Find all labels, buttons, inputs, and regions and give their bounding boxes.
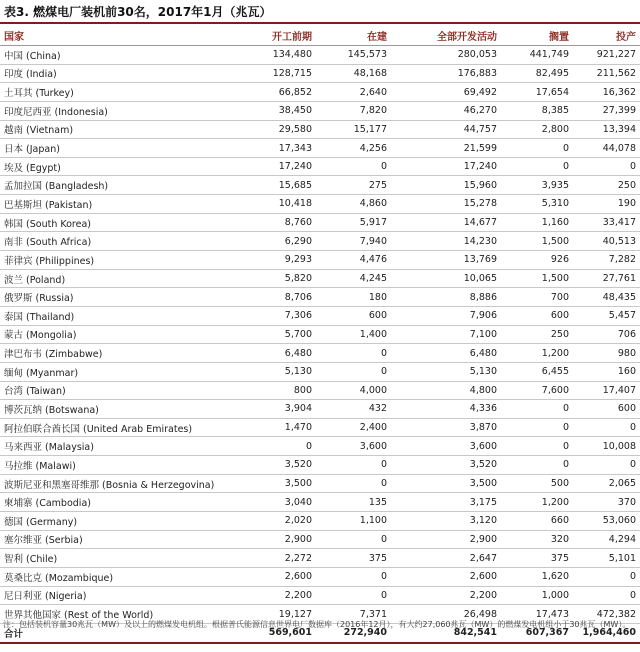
cell-shelved: 6,455 <box>501 362 573 381</box>
cell-total-development: 2,200 <box>391 586 501 605</box>
cell-total-development: 17,240 <box>391 157 501 176</box>
cell-pre-construction: 38,450 <box>226 101 316 120</box>
cell-pre-construction: 66,852 <box>226 83 316 102</box>
cell-total-development: 10,065 <box>391 269 501 288</box>
cell-pre-construction: 3,904 <box>226 400 316 419</box>
cell-pre-construction: 8,760 <box>226 213 316 232</box>
cell-country: 德国 (Germany) <box>0 512 226 531</box>
cell-shelved: 250 <box>501 325 573 344</box>
cell-pre-construction: 5,130 <box>226 362 316 381</box>
cell-operating: 40,513 <box>573 232 640 251</box>
cell-country: 马来西亚 (Malaysia) <box>0 437 226 456</box>
cell-shelved: 2,800 <box>501 120 573 139</box>
cell-operating: 27,761 <box>573 269 640 288</box>
cell-country: 越南 (Vietnam) <box>0 120 226 139</box>
cell-total-development: 3,175 <box>391 493 501 512</box>
cell-construction: 0 <box>316 530 391 549</box>
cell-total-development: 2,900 <box>391 530 501 549</box>
cell-country: 土耳其 (Turkey) <box>0 83 226 102</box>
total-development: 842,541 <box>391 623 501 643</box>
table-row <box>0 288 640 307</box>
total-label: 合计 <box>0 623 226 643</box>
cell-country: 莫桑比克 (Mozambique) <box>0 567 226 586</box>
cell-shelved: 1,200 <box>501 344 573 363</box>
col-header-operating: 投产 <box>573 25 640 46</box>
cell-pre-construction: 17,343 <box>226 139 316 158</box>
cell-operating: 4,294 <box>573 530 640 549</box>
table-row <box>0 176 640 195</box>
cell-pre-construction: 128,715 <box>226 64 316 83</box>
cell-pre-construction: 19,127 <box>226 605 316 624</box>
cell-total-development: 7,906 <box>391 306 501 325</box>
cell-country: 韩国 (South Korea) <box>0 213 226 232</box>
cell-construction: 1,100 <box>316 512 391 531</box>
cell-construction: 0 <box>316 474 391 493</box>
col-header-total-development: 全部开发活动 <box>391 25 501 46</box>
cell-shelved: 0 <box>501 157 573 176</box>
cell-operating: 53,060 <box>573 512 640 531</box>
cell-country: 中国 (China) <box>0 46 226 65</box>
cell-construction: 375 <box>316 549 391 568</box>
cell-total-development: 69,492 <box>391 83 501 102</box>
cell-pre-construction: 8,706 <box>226 288 316 307</box>
cell-construction: 48,168 <box>316 64 391 83</box>
total-operating: 1,964,460 <box>573 623 640 643</box>
table-row <box>0 549 640 568</box>
table-header-row <box>0 25 640 46</box>
cell-total-development: 280,053 <box>391 46 501 65</box>
cell-shelved: 600 <box>501 306 573 325</box>
cell-total-development: 3,600 <box>391 437 501 456</box>
cell-shelved: 8,385 <box>501 101 573 120</box>
cell-construction: 7,371 <box>316 605 391 624</box>
table-row <box>0 213 640 232</box>
cell-operating: 33,417 <box>573 213 640 232</box>
cell-total-development: 3,870 <box>391 418 501 437</box>
cell-country: 巴基斯坦 (Pakistan) <box>0 195 226 214</box>
cell-pre-construction: 2,900 <box>226 530 316 549</box>
table-row <box>0 381 640 400</box>
cell-operating: 921,227 <box>573 46 640 65</box>
cell-total-development: 2,600 <box>391 567 501 586</box>
cell-operating: 472,382 <box>573 605 640 624</box>
cell-operating: 5,101 <box>573 549 640 568</box>
table-row <box>0 512 640 531</box>
cell-construction: 4,860 <box>316 195 391 214</box>
col-header-pre-construction: 开工前期 <box>226 25 316 46</box>
cell-operating: 190 <box>573 195 640 214</box>
cell-operating: 250 <box>573 176 640 195</box>
cell-shelved: 3,935 <box>501 176 573 195</box>
cell-country: 智利 (Chile) <box>0 549 226 568</box>
cell-construction: 0 <box>316 157 391 176</box>
table-row <box>0 306 640 325</box>
cell-construction: 7,820 <box>316 101 391 120</box>
table-title: 表3. 燃煤电厂装机前30名，2017年1月（兆瓦） <box>4 5 272 19</box>
table-row <box>0 493 640 512</box>
cell-operating: 160 <box>573 362 640 381</box>
cell-total-development: 6,480 <box>391 344 501 363</box>
cell-operating: 0 <box>573 567 640 586</box>
cell-operating: 17,407 <box>573 381 640 400</box>
cell-construction: 0 <box>316 567 391 586</box>
coal-capacity-table <box>0 25 640 644</box>
cell-construction: 4,476 <box>316 251 391 270</box>
cell-operating: 370 <box>573 493 640 512</box>
cell-pre-construction: 3,500 <box>226 474 316 493</box>
total-shelved: 607,367 <box>501 623 573 643</box>
cell-shelved: 0 <box>501 400 573 419</box>
cell-pre-construction: 5,820 <box>226 269 316 288</box>
cell-construction: 135 <box>316 493 391 512</box>
cell-pre-construction: 10,418 <box>226 195 316 214</box>
cell-shelved: 0 <box>501 437 573 456</box>
cell-country: 日本 (Japan) <box>0 139 226 158</box>
table-row <box>0 157 640 176</box>
cell-operating: 600 <box>573 400 640 419</box>
cell-pre-construction: 2,020 <box>226 512 316 531</box>
cell-construction: 15,177 <box>316 120 391 139</box>
cell-total-development: 2,647 <box>391 549 501 568</box>
cell-country: 缅甸 (Myanmar) <box>0 362 226 381</box>
cell-shelved: 0 <box>501 139 573 158</box>
cell-construction: 600 <box>316 306 391 325</box>
cell-total-development: 3,500 <box>391 474 501 493</box>
cell-operating: 0 <box>573 418 640 437</box>
table-row <box>0 437 640 456</box>
cell-shelved: 0 <box>501 456 573 475</box>
cell-total-development: 21,599 <box>391 139 501 158</box>
cell-pre-construction: 800 <box>226 381 316 400</box>
cell-country: 菲律宾 (Philippines) <box>0 251 226 270</box>
cell-shelved: 1,620 <box>501 567 573 586</box>
cell-pre-construction: 15,685 <box>226 176 316 195</box>
col-header-shelved: 搁置 <box>501 25 573 46</box>
cell-operating: 0 <box>573 456 640 475</box>
total-pre-construction: 569,601 <box>226 623 316 643</box>
table-row <box>0 418 640 437</box>
cell-total-development: 5,130 <box>391 362 501 381</box>
table-row <box>0 195 640 214</box>
table-row <box>0 120 640 139</box>
cell-construction: 5,917 <box>316 213 391 232</box>
cell-total-development: 14,677 <box>391 213 501 232</box>
cell-shelved: 1,500 <box>501 232 573 251</box>
cell-shelved: 375 <box>501 549 573 568</box>
table-row <box>0 269 640 288</box>
cell-pre-construction: 2,600 <box>226 567 316 586</box>
cell-pre-construction: 2,200 <box>226 586 316 605</box>
cell-shelved: 7,600 <box>501 381 573 400</box>
cell-operating: 0 <box>573 157 640 176</box>
cell-country: 蒙古 (Mongolia) <box>0 325 226 344</box>
cell-country: 泰国 (Thailand) <box>0 306 226 325</box>
title-divider <box>0 22 640 24</box>
cell-operating: 27,399 <box>573 101 640 120</box>
cell-construction: 432 <box>316 400 391 419</box>
cell-shelved: 660 <box>501 512 573 531</box>
table-row <box>0 83 640 102</box>
cell-country: 波兰 (Poland) <box>0 269 226 288</box>
cell-total-development: 15,278 <box>391 195 501 214</box>
cell-country: 南非 (South Africa) <box>0 232 226 251</box>
cell-construction: 0 <box>316 344 391 363</box>
cell-construction: 4,000 <box>316 381 391 400</box>
cell-shelved: 1,000 <box>501 586 573 605</box>
cell-country: 尼日利亚 (Nigeria) <box>0 586 226 605</box>
cell-pre-construction: 5,700 <box>226 325 316 344</box>
cell-total-development: 13,769 <box>391 251 501 270</box>
cell-total-development: 8,886 <box>391 288 501 307</box>
cell-pre-construction: 134,480 <box>226 46 316 65</box>
cell-pre-construction: 29,580 <box>226 120 316 139</box>
cell-total-development: 4,800 <box>391 381 501 400</box>
cell-pre-construction: 2,272 <box>226 549 316 568</box>
cell-shelved: 5,310 <box>501 195 573 214</box>
table-row <box>0 362 640 381</box>
cell-operating: 44,078 <box>573 139 640 158</box>
cell-pre-construction: 7,306 <box>226 306 316 325</box>
cell-country: 世界其他国家 (Rest of the World) <box>0 605 226 624</box>
table-row <box>0 46 640 65</box>
table-row <box>0 325 640 344</box>
table-row <box>0 474 640 493</box>
cell-shelved: 926 <box>501 251 573 270</box>
table-row <box>0 567 640 586</box>
cell-shelved: 0 <box>501 418 573 437</box>
cell-shelved: 17,654 <box>501 83 573 102</box>
cell-shelved: 320 <box>501 530 573 549</box>
table-row <box>0 64 640 83</box>
cell-construction: 275 <box>316 176 391 195</box>
cell-pre-construction: 6,480 <box>226 344 316 363</box>
col-header-construction: 在建 <box>316 25 391 46</box>
table-row <box>0 139 640 158</box>
cell-country: 津巴布韦 (Zimbabwe) <box>0 344 226 363</box>
table-row <box>0 251 640 270</box>
cell-country: 印度 (India) <box>0 64 226 83</box>
cell-total-development: 7,100 <box>391 325 501 344</box>
cell-construction: 0 <box>316 456 391 475</box>
cell-total-development: 15,960 <box>391 176 501 195</box>
cell-construction: 0 <box>316 362 391 381</box>
table-row <box>0 232 640 251</box>
table-row <box>0 344 640 363</box>
cell-operating: 0 <box>573 586 640 605</box>
cell-operating: 16,362 <box>573 83 640 102</box>
cell-total-development: 44,757 <box>391 120 501 139</box>
cell-shelved: 82,495 <box>501 64 573 83</box>
cell-operating: 2,065 <box>573 474 640 493</box>
cell-country: 俄罗斯 (Russia) <box>0 288 226 307</box>
cell-total-development: 176,883 <box>391 64 501 83</box>
cell-operating: 48,435 <box>573 288 640 307</box>
table-row <box>0 400 640 419</box>
cell-construction: 4,245 <box>316 269 391 288</box>
table-row <box>0 586 640 605</box>
cell-pre-construction: 0 <box>226 437 316 456</box>
cell-country: 波斯尼亚和黑塞哥维那 (Bosnia & Herzegovina) <box>0 474 226 493</box>
cell-construction: 2,640 <box>316 83 391 102</box>
cell-total-development: 14,230 <box>391 232 501 251</box>
cell-pre-construction: 1,470 <box>226 418 316 437</box>
cell-operating: 13,394 <box>573 120 640 139</box>
cell-shelved: 700 <box>501 288 573 307</box>
cell-country: 柬埔寨 (Cambodia) <box>0 493 226 512</box>
cell-construction: 3,600 <box>316 437 391 456</box>
cell-country: 埃及 (Egypt) <box>0 157 226 176</box>
col-header-country: 国家 <box>0 25 226 46</box>
cell-construction: 145,573 <box>316 46 391 65</box>
cell-shelved: 1,160 <box>501 213 573 232</box>
cell-total-development: 26,498 <box>391 605 501 624</box>
cell-country: 阿拉伯联合酋长国 (United Arab Emirates) <box>0 418 226 437</box>
cell-shelved: 1,200 <box>501 493 573 512</box>
table-row <box>0 101 640 120</box>
cell-country: 台湾 (Taiwan) <box>0 381 226 400</box>
cell-country: 印度尼西亚 (Indonesia) <box>0 101 226 120</box>
cell-total-development: 4,336 <box>391 400 501 419</box>
total-construction: 272,940 <box>316 623 391 643</box>
cell-pre-construction: 17,240 <box>226 157 316 176</box>
cell-country: 塞尔维亚 (Serbia) <box>0 530 226 549</box>
cell-construction: 0 <box>316 586 391 605</box>
cell-construction: 1,400 <box>316 325 391 344</box>
cell-operating: 706 <box>573 325 640 344</box>
cell-country: 孟加拉国 (Bangladesh) <box>0 176 226 195</box>
table-body <box>0 46 640 624</box>
cell-operating: 7,282 <box>573 251 640 270</box>
cell-construction: 4,256 <box>316 139 391 158</box>
cell-country: 博茨瓦纳 (Botswana) <box>0 400 226 419</box>
cell-total-development: 46,270 <box>391 101 501 120</box>
cell-total-development: 3,520 <box>391 456 501 475</box>
cell-pre-construction: 6,290 <box>226 232 316 251</box>
cell-pre-construction: 9,293 <box>226 251 316 270</box>
footnote: 注：包括装机容量30兆瓦（MW）及以上的燃煤发电机组。根据普氏能源信息世界电厂数据库（2016年12月），有大约27,060兆瓦（MW）的燃煤发电机组小于30兆瓦（MW）。 <box>3 620 631 629</box>
table-row <box>0 456 640 475</box>
cell-operating: 10,008 <box>573 437 640 456</box>
cell-pre-construction: 3,040 <box>226 493 316 512</box>
cell-operating: 211,562 <box>573 64 640 83</box>
cell-operating: 5,457 <box>573 306 640 325</box>
cell-pre-construction: 3,520 <box>226 456 316 475</box>
cell-shelved: 1,500 <box>501 269 573 288</box>
cell-construction: 2,400 <box>316 418 391 437</box>
cell-shelved: 17,473 <box>501 605 573 624</box>
cell-operating: 980 <box>573 344 640 363</box>
cell-shelved: 441,749 <box>501 46 573 65</box>
cell-shelved: 500 <box>501 474 573 493</box>
cell-construction: 7,940 <box>316 232 391 251</box>
cell-construction: 180 <box>316 288 391 307</box>
table-row <box>0 530 640 549</box>
cell-total-development: 3,120 <box>391 512 501 531</box>
cell-country: 马拉维 (Malawi) <box>0 456 226 475</box>
